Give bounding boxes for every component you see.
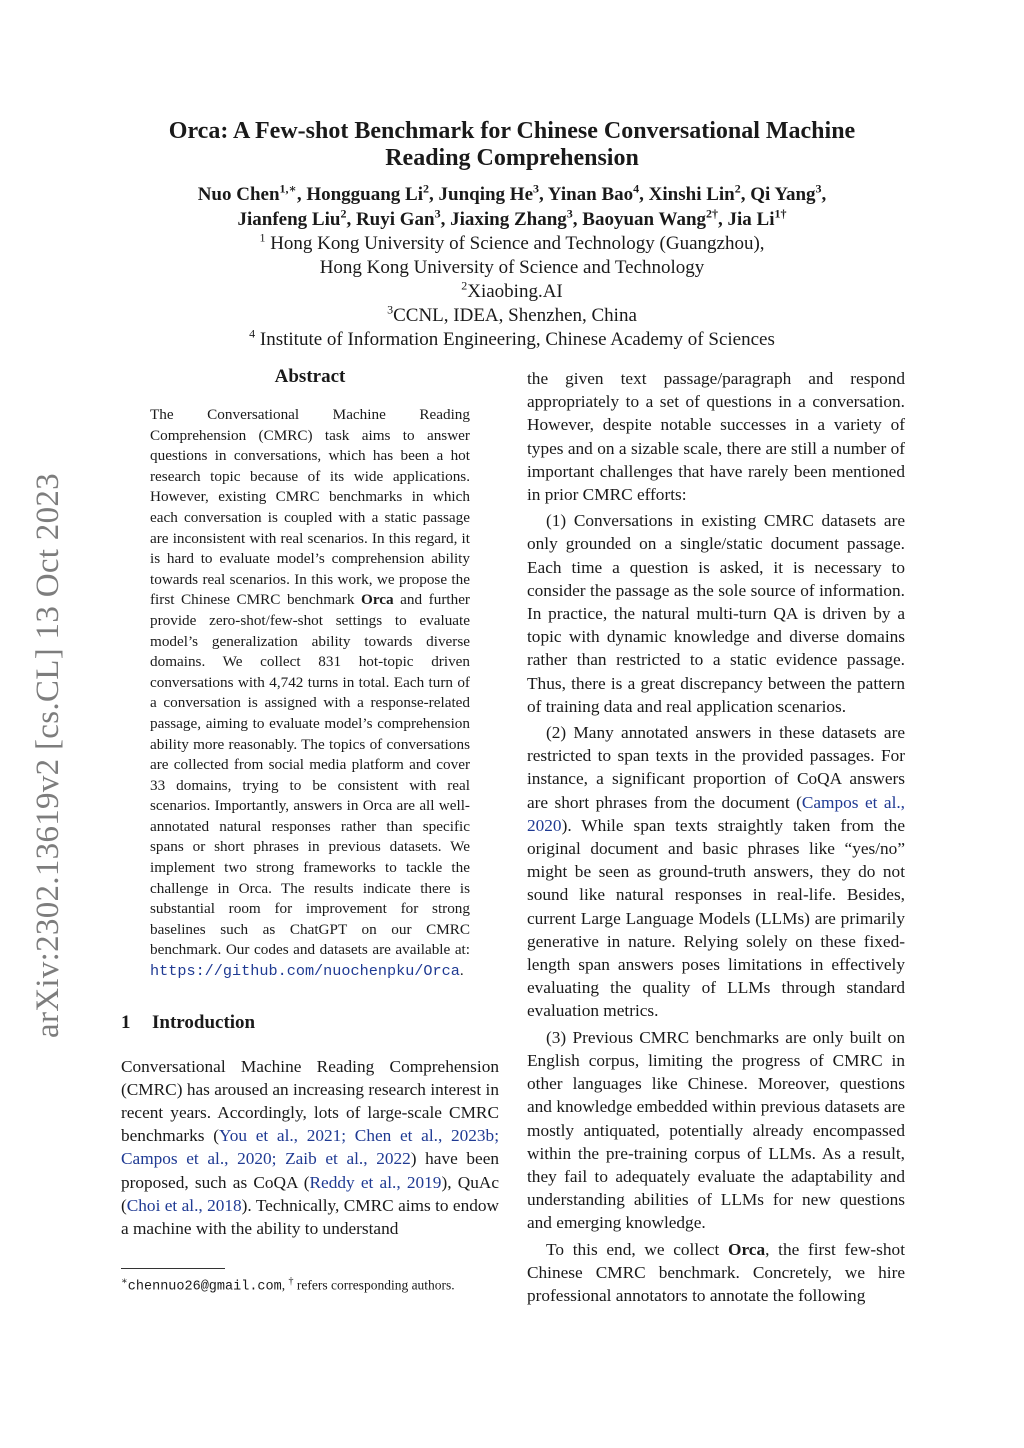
author-name: , Jiaxing Zhang [440,209,567,230]
author-name: Jianfeng Liu [237,209,341,230]
abstract-end: . [459,962,464,980]
paragraph-text: Conversational Machine Reading Comprehension (CMRC) has aroused an increasing research interest in recent years. Accordingly, lots of large-scale CMRC benchmarks ( [121,1056,499,1146]
footnote-text: , [281,1277,289,1293]
author-affil-marker: 1,∗ [279,181,297,196]
paragraph-text: ). While span texts straightly taken from the original document and basic phrases like “yes/no” might be seen as ground-truth answers, they do not sound like natural responses in real-life. Besides, current Large Language Models (LLMs) are primarily generative in nature. Relying solely on these fixed-length span answers poses limitations in effectively evaluating the quality of LLMs through standard evaluation metrics. [527,815,905,1021]
citation-link[interactable]: Choi et al., 2018 [126,1195,242,1215]
paragraph-text: ) have been proposed, such as CoQA ( [121,1149,500,1192]
author-affil-marker: 1† [774,206,787,221]
right-paragraph-4 [527,1238,905,1308]
author-separator: , [821,184,827,205]
repo-link[interactable]: https://github.com/nuochenpku/Orca [150,962,460,981]
affil-marker: 3 [387,302,394,317]
right-paragraph-0: the given text passage/paragraph and respond appropriately to a set of questions in a conversation. However, despite notable successes in a variety of types and on a sizable scale, there are still a number of important challenges that have rarely been mentioned in prior CMRC efforts: [527,369,905,505]
arxiv-identifier: arXiv:2302.13619v2 [cs.CL] 13 Oct 2023 [29,472,66,1038]
paragraph-text: ). Technically, CMRC aims to endow a machine with the ability to understand [121,1195,499,1239]
footnote [121,1273,499,1296]
author-name: , Yinan Bao [539,184,634,205]
author-name: , Qi Yang [740,184,816,205]
affil-marker: 4 [249,326,256,341]
author-name: , Xinshi Lin [639,184,735,205]
abstract-text: The Conversational Machine Reading Comprehension (CMRC) task aims to answer questions in conversations, which has been a hot research topic because of its wide applications. However, existing CMRC benchmarks in which each conversation is coupled with a static passage are inconsistent with real scenarios. In this regard, it is hard to evaluate model’s comprehension ability towards real scenarios. In this work, we propose the first Chinese CMRC benchmark [150,406,470,609]
section-number: 1 [121,1011,131,1033]
footnote-text: refers corresponding authors. [293,1277,455,1293]
paragraph-text: To this end, we collect [546,1239,728,1259]
author-name: , Junqing He [429,184,534,205]
citation-link[interactable]: You et al., 2021; Chen et al., 2023b; Campos et al., 2020; Zaib et al., 2022 [121,1126,499,1169]
author-name: Nuo Chen [197,184,280,205]
right-paragraph-1: (1) Conversations in existing CMRC datasets are only grounded on a single/static document passage. Each time a question is asked, it is necessary to consider the passage as the sole source of information. In practice, the natural multi-turn QA is driven by a topic with dynamic knowledge and diverse domains rather than restricted to a static evidence passage. Thus, there is a great discrepancy between the pattern of training data and real application scenarios. [527,511,905,716]
citation-link[interactable]: Campos et al., 2020 [527,792,906,835]
author-name: , Baoyuan Wang [572,209,707,230]
affiliation-2 [120,280,904,304]
author-line-2 [120,207,904,232]
author-affil-marker: 2 [734,181,741,196]
author-list [120,182,904,232]
affil-text: CCNL, IDEA, Shenzhen, China [393,305,637,326]
affiliation-3 [120,304,904,328]
author-affil-marker: 3 [434,206,441,221]
affil-text: Institute of Information Engineering, Chinese Academy of Sciences [255,329,775,350]
left-column [121,362,499,1296]
affiliations [120,232,904,352]
author-line-1 [120,182,904,207]
paragraph-text: , the first few-shot Chinese CMRC benchmark. Concretely, we hire professional annotators to annotate the following [527,1239,905,1305]
section-heading-introduction [121,1012,499,1034]
abstract-heading: Abstract [274,366,346,387]
citation-link[interactable]: Reddy et al., 2019 [309,1172,442,1192]
intro-paragraph-1 [121,1055,499,1241]
author-affil-marker: 4 [633,181,640,196]
title-line-2: Reading Comprehension [385,145,639,171]
affil-marker: 2 [461,278,468,293]
affil-text: Xiaobing.AI [467,281,563,302]
paper-title [120,118,904,172]
author-affil-marker: 2† [706,206,719,221]
footnote-email: chennuo26@gmail.com [127,1279,282,1295]
author-affil-marker: 3 [815,181,822,196]
affil-marker: 1 [259,230,266,245]
author-affil-marker: 2 [423,181,429,196]
right-column [527,367,905,1307]
right-paragraph-2 [527,721,905,1023]
affiliation-4 [120,328,904,352]
title-line-1: Orca: A Few-shot Benchmark for Chinese Conversational Machine [168,118,856,144]
paragraph-text: ), QuAc ( [121,1172,499,1215]
abstract-bold-term: Orca [361,591,394,609]
abstract-body [150,405,470,982]
author-affil-marker: 3 [533,181,540,196]
right-paragraph-3: (3) Previous CMRC benchmarks are only built on English corpus, limiting the progress of CMRC in other languages like Chinese. Moreover, questions and knowledge embedded within previous datasets are mostly antiquated, potentially already encompassed within the pre-training corpus of LLMs. As a result, they fail to adequately evaluate the adaptability and understanding abilities of LLMs for new questions and emerging knowledge. [527,1027,905,1233]
affiliation-1-cont: Hong Kong University of Science and Technology [319,257,705,278]
author-name: , Jia Li [718,209,775,230]
footnote-marker: ∗ [121,1276,128,1288]
affil-text: Hong Kong University of Science and Technology (Guangzhou), [265,233,765,254]
bold-term: Orca [728,1239,766,1259]
paragraph-text: (2) Many annotated answers in these datasets are restricted to span texts in the provided passages. For instance, a significant proportion of CoQA answers are short phrases from the document ( [527,723,905,812]
arxiv-side-stamp [28,455,68,1055]
author-affil-marker: 3 [566,206,573,221]
affiliation-1 [120,232,904,256]
footnote-marker: † [288,1276,294,1288]
footnote-divider [121,1268,225,1269]
section-title: Introduction [152,1011,256,1033]
abstract-text: and further provide zero-shot/few-shot settings to evaluate model’s generalization ability towards diverse domains. We collect 831 hot-topic driven conversations with 4,742 turns in total. Each turn of a conversation is assigned with a response-related passage, aiming to evaluate model’s comprehension ability more reasonably. The topics of conversations are collected from social media platform and cover 33 domains, trying to be consistent with real scenarios. Importantly, answers in Orca are all well-annotated natural responses rather than specific spans or short phrases in previous datasets. We implement two strong frameworks to tackle the challenge in Orca. The results indicate there is substantial room for improvement for strong baselines such as ChatGPT on our CMRC benchmark. Our codes and datasets are available at: [150,591,470,959]
author-name: , Hongguang Li [296,184,423,205]
author-affil-marker: 2 [340,206,347,221]
author-name: , Ruyi Gan [346,209,435,230]
